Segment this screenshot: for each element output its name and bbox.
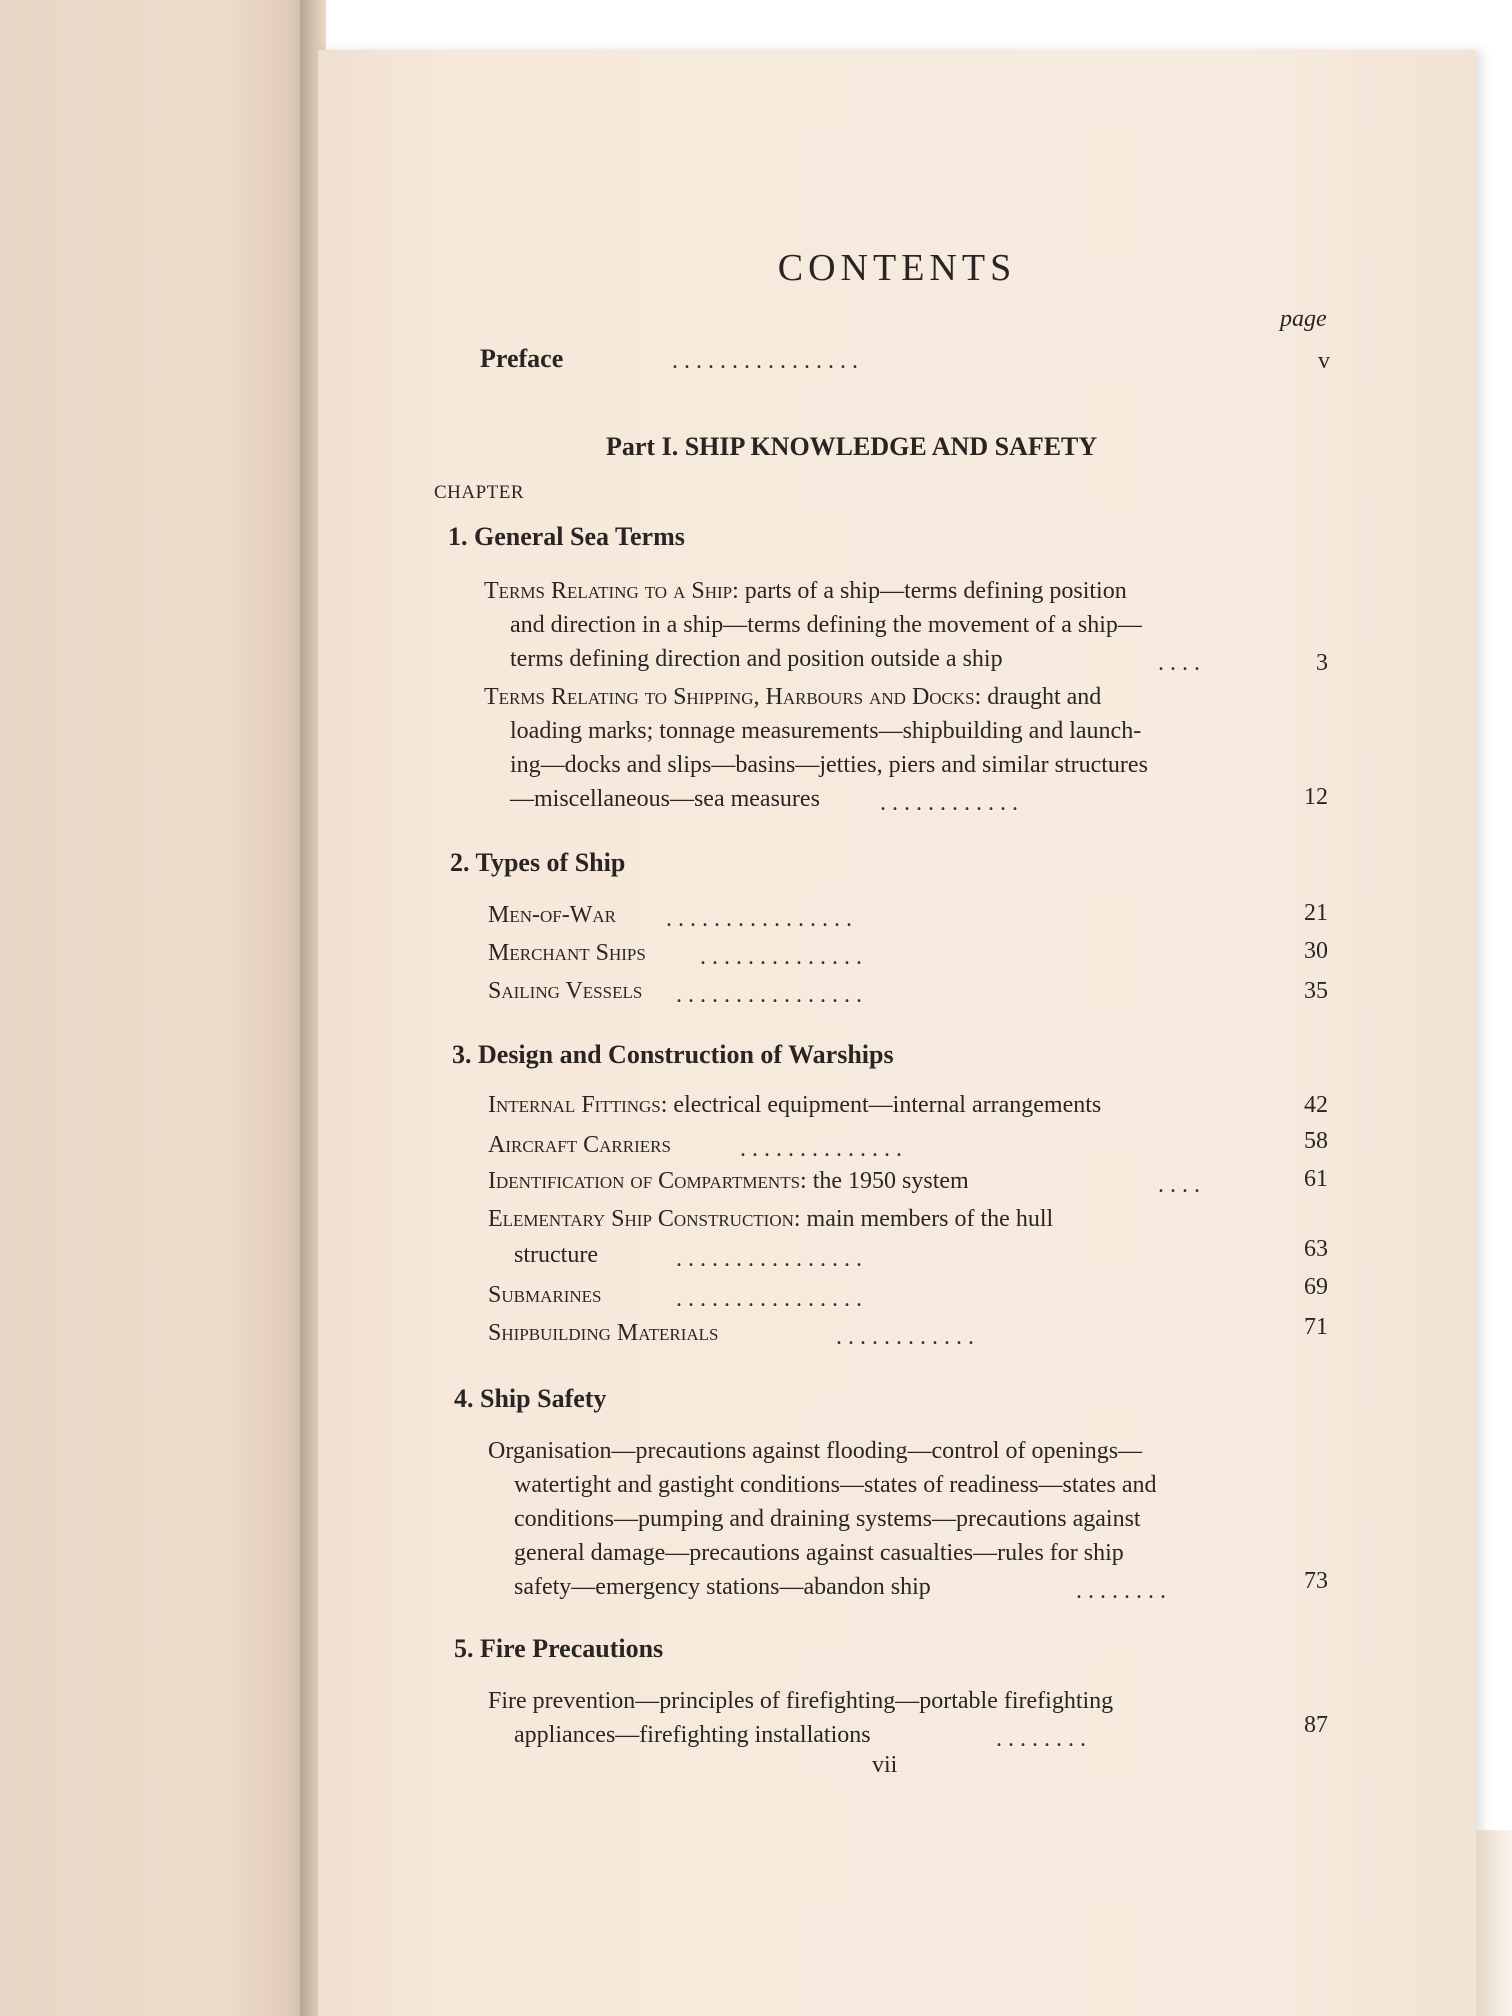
ch3-submarines-leader: . . . . . . . . . . . . . . . . — [676, 1286, 862, 1312]
ch4-line1: Organisation—precautions against flooding—control of openings— — [488, 1438, 1143, 1464]
ch5-leader: . . . . . . . . — [996, 1726, 1086, 1752]
ch3-internal-fittings — [488, 1092, 1101, 1119]
chapter-column-label: CHAPTER — [434, 482, 525, 503]
ch2-item-men-of-war-leader: . . . . . . . . . . . . . . . . — [666, 906, 852, 932]
chapter-4-heading[interactable]: 4. Ship Safety — [454, 1384, 607, 1413]
page-edge — [1476, 1830, 1512, 2016]
ch3-elementary-construction-text: : main members of the hull — [793, 1206, 1054, 1232]
ch3-submarines[interactable]: Submarines — [488, 1282, 602, 1308]
ch3-submarines-page: 69 — [1304, 1274, 1328, 1300]
ch1-entry2-page: 12 — [1304, 784, 1328, 810]
ch3-internal-fittings-text: : electrical equipment—internal arrangements — [660, 1092, 1102, 1118]
ch1-entry1-line1 — [484, 578, 1127, 605]
ch3-elementary-construction — [488, 1206, 1053, 1233]
preface-page: v — [1318, 348, 1330, 374]
ch4-line3: conditions—pumping and draining systems—precautions against — [514, 1506, 1141, 1532]
ch5-line1: Fire prevention—principles of firefighting—portable firefighting — [488, 1688, 1114, 1714]
ch1-entry2-title[interactable]: Terms Relating to Shipping, Harbours and Docks — [484, 684, 975, 710]
ch3-identification-title[interactable]: Identification of Compartments — [488, 1168, 801, 1194]
ch5-line2: appliances—firefighting installations — [514, 1722, 871, 1748]
ch4-page: 73 — [1304, 1568, 1328, 1594]
ch2-item-men-of-war[interactable]: Men-of-War — [488, 902, 616, 928]
preface-label[interactable]: Preface — [480, 344, 564, 373]
ch1-entry1-line1-text: : parts of a ship—terms defining position — [732, 578, 1127, 604]
chapter-3-heading[interactable]: 3. Design and Construction of Warships — [452, 1040, 894, 1069]
ch1-entry2-leader: . . . . . . . . . . . . — [880, 790, 1018, 816]
ch3-shipbuilding-materials[interactable]: Shipbuilding Materials — [488, 1320, 719, 1346]
page-folio: vii — [872, 1752, 898, 1778]
ch2-item-merchant-ships-page: 30 — [1304, 938, 1328, 964]
ch4-leader: . . . . . . . . — [1076, 1578, 1166, 1604]
ch3-internal-fittings-page: 42 — [1304, 1092, 1328, 1118]
ch3-elementary-construction-leader: . . . . . . . . . . . . . . . . — [676, 1246, 862, 1272]
left-facing-page — [0, 0, 312, 2016]
ch3-shipbuilding-materials-leader: . . . . . . . . . . . . — [836, 1324, 974, 1350]
ch2-item-merchant-ships[interactable]: Merchant Ships — [488, 940, 646, 966]
ch5-page: 87 — [1304, 1712, 1328, 1738]
part-title: Part I. SHIP KNOWLEDGE AND SAFETY — [606, 432, 1098, 461]
ch1-entry1-title[interactable]: Terms Relating to a Ship — [484, 578, 733, 604]
chapter-1-heading[interactable]: 1. General Sea Terms — [448, 522, 685, 551]
ch3-internal-fittings-title[interactable]: Internal Fittings — [488, 1092, 661, 1118]
ch1-entry2-line1-text: : draught and — [974, 684, 1102, 710]
chapter-5-heading[interactable]: 5. Fire Precautions — [454, 1634, 664, 1663]
ch3-elementary-construction-page: 63 — [1304, 1236, 1328, 1262]
ch3-aircraft-carriers[interactable]: Aircraft Carriers — [488, 1132, 671, 1158]
ch3-elementary-construction-title[interactable]: Elementary Ship Construction — [488, 1206, 794, 1232]
ch3-shipbuilding-materials-page: 71 — [1304, 1314, 1328, 1340]
ch3-aircraft-carriers-page: 58 — [1304, 1128, 1328, 1154]
ch3-elementary-construction-line2: structure — [514, 1242, 598, 1268]
ch4-line4: general damage—precautions against casualties—rules for ship — [514, 1540, 1124, 1566]
preface-leader: . . . . . . . . . . . . . . . . — [672, 348, 858, 374]
ch1-entry2-line1 — [484, 684, 1101, 711]
ch3-identification-leader: . . . . — [1158, 1172, 1200, 1198]
ch2-item-sailing-vessels-page: 35 — [1304, 978, 1328, 1004]
ch2-item-sailing-vessels[interactable]: Sailing Vessels — [488, 978, 643, 1004]
ch1-entry2-line4: —miscellaneous—sea measures — [510, 786, 820, 812]
ch2-item-sailing-vessels-leader: . . . . . . . . . . . . . . . . — [676, 982, 862, 1008]
ch1-entry2-line2: loading marks; tonnage measurements—shipbuilding and launch- — [510, 718, 1142, 744]
ch2-item-men-of-war-page: 21 — [1304, 900, 1328, 926]
page-column-header: page — [1280, 306, 1327, 332]
ch3-identification-text: : the 1950 system — [800, 1168, 969, 1194]
ch1-entry1-leader: . . . . — [1158, 650, 1200, 676]
ch3-identification-page: 61 — [1304, 1166, 1328, 1192]
page-title: CONTENTS — [777, 247, 1017, 289]
ch1-entry1-page: 3 — [1316, 650, 1328, 676]
ch1-entry1-line3: terms defining direction and position outside a ship — [510, 646, 1003, 672]
ch2-item-merchant-ships-leader: . . . . . . . . . . . . . . — [700, 944, 862, 970]
chapter-2-heading[interactable]: 2. Types of Ship — [450, 848, 626, 877]
ch1-entry2-line3: ing—docks and slips—basins—jetties, piers and similar structures — [510, 752, 1148, 778]
ch3-aircraft-carriers-leader: . . . . . . . . . . . . . . — [740, 1136, 902, 1162]
ch4-line5: safety—emergency stations—abandon ship — [514, 1574, 931, 1600]
ch4-line2: watertight and gastight conditions—states of readiness—states and — [514, 1472, 1157, 1498]
ch1-entry1-line2: and direction in a ship—terms defining the movement of a ship— — [510, 612, 1142, 638]
ch3-identification — [488, 1168, 969, 1195]
